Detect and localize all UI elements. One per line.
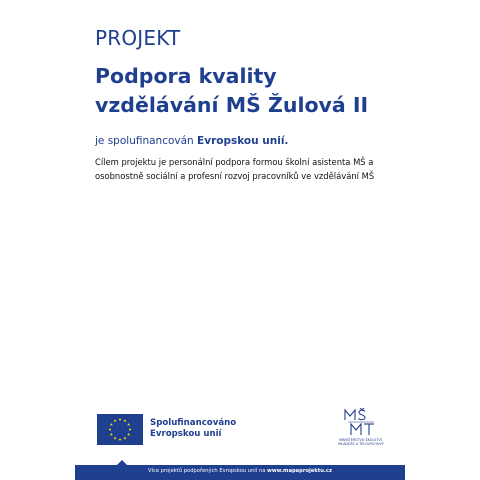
eu-logo-line1: Spolufinancováno <box>150 418 237 428</box>
eu-logo-line2: Evropskou unií <box>150 429 222 439</box>
project-kicker: PROJEKT <box>95 26 181 50</box>
cofinancing-by: Evropskou unií. <box>197 135 289 147</box>
footer-text <box>75 468 405 474</box>
project-description: Cílem projektu je personální podpora formou školní asistenta MŠ a osobnostně sociální a profesní rozvoj pracovníků ve vzdělávání MŠ <box>95 157 375 181</box>
footer-bar <box>75 465 405 480</box>
eu-logo-block <box>97 412 236 446</box>
ministry-caption <box>330 438 392 447</box>
footer-text-prefix: Více projektů podpořených Evropskou unií na <box>147 468 268 474</box>
ministry-caption-line2: MLÁDEŽE A TĚLOVÝCHOVY <box>338 442 384 447</box>
cofinancing-statement <box>95 135 288 147</box>
cofinancing-prefix: je spolufinancován <box>95 135 198 147</box>
ministry-logo <box>330 408 392 454</box>
eu-flag-icon <box>97 414 143 445</box>
project-poster <box>75 0 405 480</box>
footer-notch <box>117 460 127 465</box>
footer-link[interactable]: www.mapaprojektu.cz <box>267 468 332 474</box>
eu-logo-text <box>150 418 236 440</box>
msmt-logo-icon <box>330 408 392 438</box>
ministry-caption-line1: MINISTERSTVO ŠKOLSTVÍ, <box>339 438 383 442</box>
project-title: Podpora kvality vzdělávání MŠ Žulová II <box>95 64 369 117</box>
